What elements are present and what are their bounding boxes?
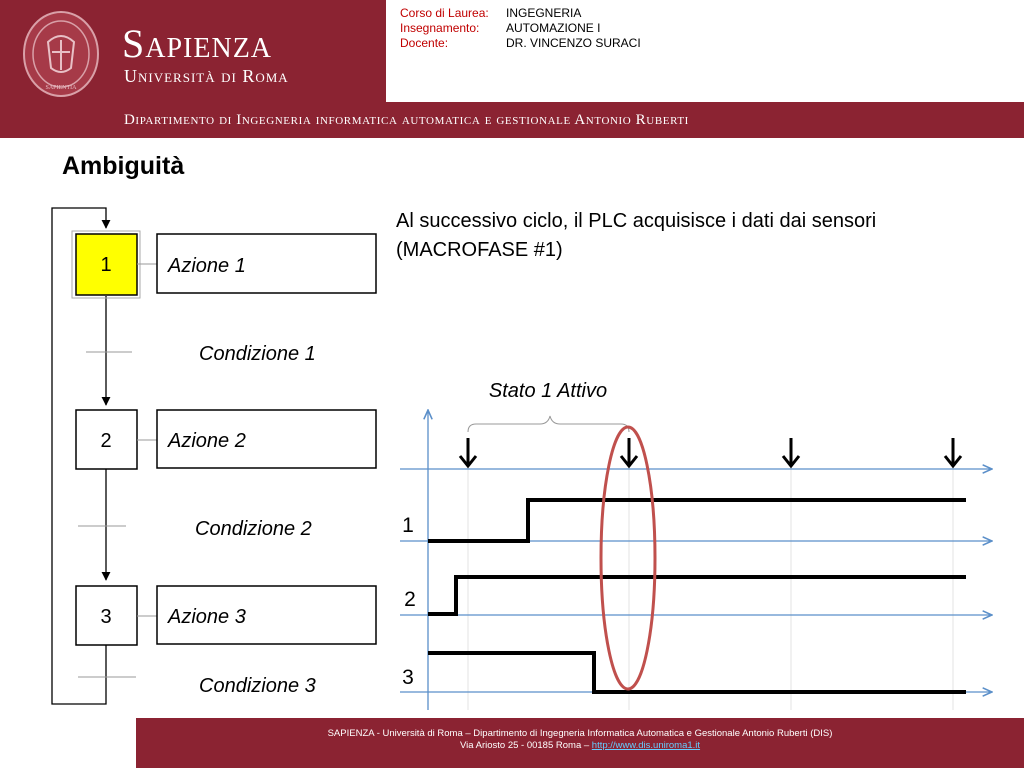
step-2-number: 2 [100, 430, 112, 452]
action-label-3: Azione 3 [168, 606, 246, 628]
footer-link[interactable]: http://www.dis.uniroma1.it [591, 740, 701, 751]
signal-label-3: 3 [402, 666, 414, 689]
signal-label-1: 1 [402, 514, 414, 537]
footer-text [136, 728, 1024, 752]
step-3-number: 3 [100, 606, 112, 628]
sampling-arrow-icon [945, 438, 961, 466]
condition-label-3: Condizione 3 [199, 675, 316, 697]
slide-title: Ambiguità [62, 152, 185, 180]
slide-description: Al successivo ciclo, il PLC acquisisce i dati dai sensori (MACROFASE #1) [396, 210, 877, 261]
department-name: Dipartimento di Ingegneria informatica automatica e gestionale Antonio Ruberti [124, 112, 689, 128]
sampling-arrow-icon [621, 438, 637, 466]
seal-text: SAPIENTIA [45, 85, 77, 91]
sampling-arrow-icon [783, 438, 799, 466]
action-label-2: Azione 2 [168, 430, 246, 452]
footer-address: Via Ariosto 25 - 00185 Roma – [459, 740, 592, 751]
sfc-diagram [52, 208, 376, 704]
step-1-number: 1 [100, 254, 112, 276]
footer-line-2 [136, 740, 1024, 752]
subject-value: AUTOMAZIONE I [506, 21, 601, 35]
footer-line-1: SAPIENZA - Università di Roma – Dipartimento di Ingegneria Informatica Automatica e Gestionale Antonio Ruberti (DIS) [327, 728, 833, 739]
brand-title: Sapienza [122, 21, 273, 66]
signal-label-2: 2 [404, 588, 416, 611]
action-label-1: Azione 1 [168, 255, 246, 277]
course-label: Corso di Laurea: [400, 6, 489, 20]
state-active-brace [468, 416, 629, 432]
timing-diagram [400, 380, 992, 710]
sampling-arrow-icon [460, 438, 476, 466]
state-active-label: Stato 1 Attivo [488, 380, 608, 402]
signal-2-waveform [428, 577, 966, 614]
condition-label-2: Condizione 2 [195, 518, 312, 540]
course-value: INGEGNERIA [506, 6, 582, 20]
brand-subtitle: Università di Roma [124, 66, 289, 86]
subject-label: Insegnamento: [400, 21, 480, 35]
signal-3-waveform [428, 653, 966, 692]
teacher-label: Docente: [400, 36, 449, 50]
condition-label-1: Condizione 1 [199, 343, 316, 365]
signal-1-waveform [428, 500, 966, 541]
teacher-value: DR. VINCENZO SURACI [506, 36, 641, 50]
